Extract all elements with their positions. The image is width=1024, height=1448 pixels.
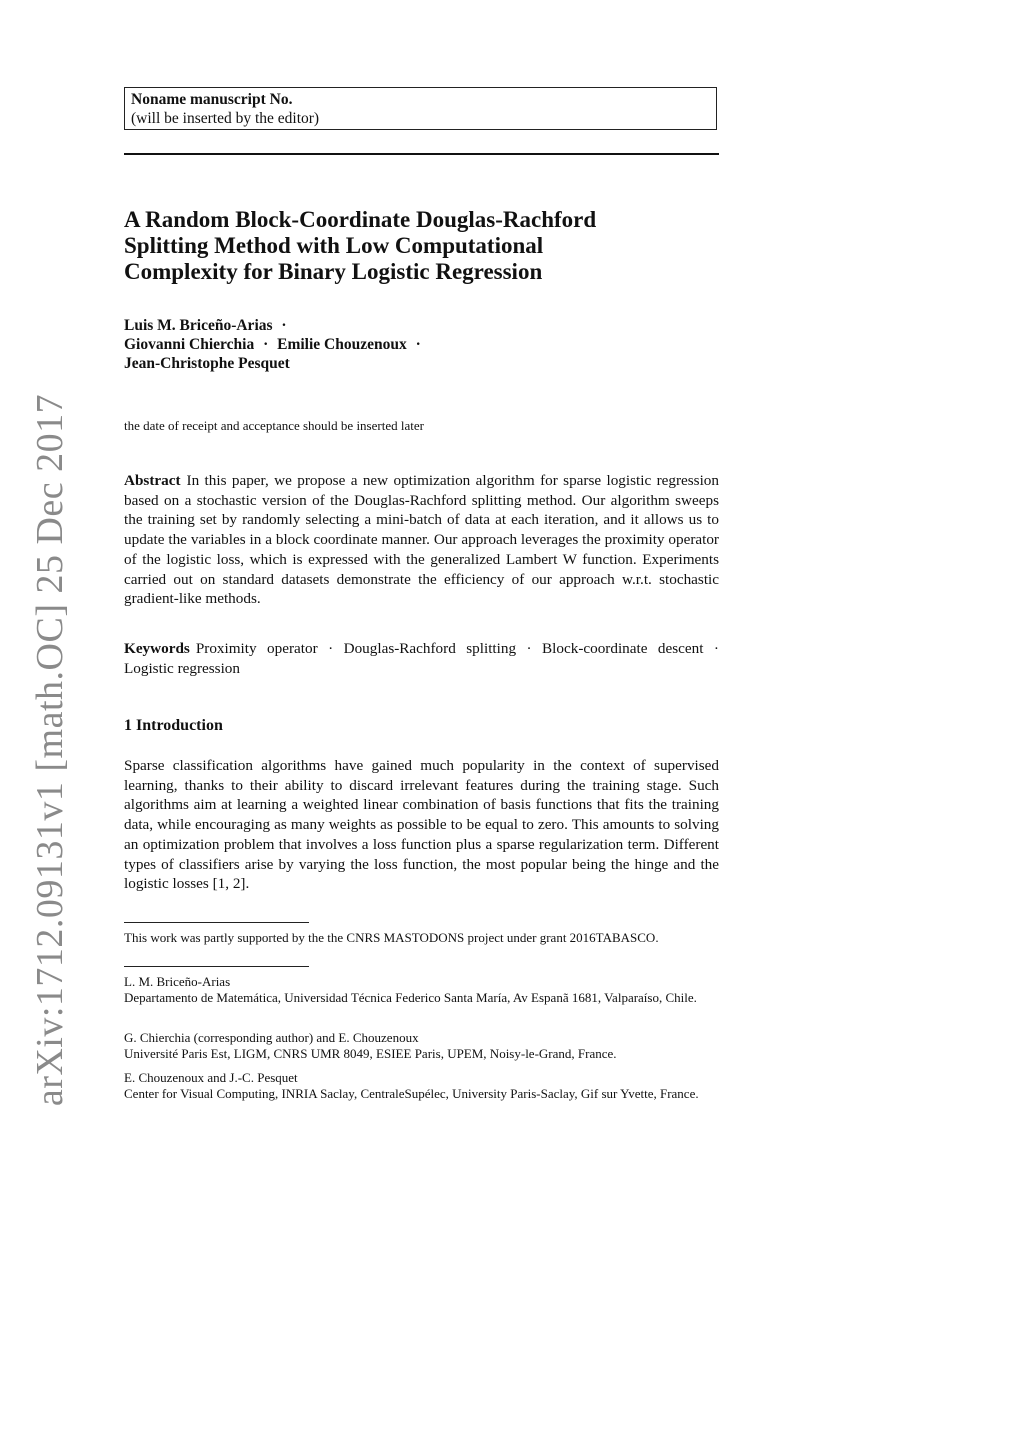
- section-heading-introduction: 1 Introduction: [124, 717, 223, 734]
- affiliation-name: G. Chierchia (corresponding author) and E. Chouzenoux: [124, 1030, 419, 1045]
- affiliation-address: Departamento de Matemática, Universidad Técnica Federico Santa María, Av Espanã 1681, Valparaíso, Chile.: [124, 990, 697, 1005]
- title-line-1: A Random Block-Coordinate Douglas-Rachford: [124, 207, 597, 232]
- author-3: Emilie Chouzenoux: [277, 336, 407, 353]
- introduction-paragraph: Sparse classification algorithms have gained much popularity in the context of supervised learning, thanks to their ability to discard irrelevant features during the training stage. Such algorithms aim at learning a weighted linear combination of basis functions that fits the training data, while encouraging as many weights as possible to be equal to zero. This amounts to solving an optimization problem that involves a loss function plus a sparse regularization term. Different types of classifiers arise by varying the loss function, the most popular being the hinge and the logistic losses [1, 2].: [124, 757, 719, 893]
- abstract-label: Abstract: [124, 472, 181, 489]
- footnote-rule: [124, 922, 309, 923]
- title-line-3: Complexity for Binary Logistic Regression: [124, 259, 543, 284]
- keywords: [124, 639, 719, 678]
- author-4: Jean-Christophe Pesquet: [124, 355, 290, 372]
- title-line-2: Splitting Method with Low Computational: [124, 233, 544, 258]
- header-rule: [124, 153, 719, 155]
- affiliation-address: Université Paris Est, LIGM, CNRS UMR 8049, ESIEE Paris, UPEM, Noisy-le-Grand, France.: [124, 1046, 617, 1061]
- author-separator: ·: [281, 317, 287, 334]
- affiliation-1: [124, 974, 719, 1006]
- keywords-text: Proximity operator · Douglas-Rachford splitting · Block-coordinate descent · Logistic regression: [124, 640, 719, 677]
- affiliation-name: E. Chouzenoux and J.-C. Pesquet: [124, 1070, 298, 1085]
- funding-footnote: This work was partly supported by the the CNRS MASTODONS project under grant 2016TABASCO.: [124, 930, 659, 945]
- affiliation-name: L. M. Briceño-Arias: [124, 974, 231, 989]
- editor-info-box: [124, 87, 717, 130]
- arxiv-identifier-stamp: arXiv:1712.09131v1 [math.OC] 25 Dec 2017: [29, 393, 71, 1107]
- keywords-label: Keywords: [124, 640, 190, 657]
- author-separator: ·: [415, 336, 421, 353]
- editor-note: (will be inserted by the editor): [131, 110, 320, 127]
- affiliation-3: [124, 1070, 719, 1102]
- affiliation-address: Center for Visual Computing, INRIA Saclay, CentraleSupélec, University Paris-Saclay, Gif sur Yvette, France.: [124, 1086, 699, 1101]
- paper-title: [124, 207, 719, 285]
- manuscript-number-label: Noname manuscript No.: [131, 91, 293, 108]
- affiliation-rule: [124, 966, 309, 967]
- abstract-text: In this paper, we propose a new optimization algorithm for sparse logistic regression based on a stochastic version of the Douglas-Rachford splitting method. Our algorithm sweeps the training set by randomly selecting a mini-batch of data at each iteration, and it allows us to update the variables in a block coordinate manner. Our approach leverages the proximity operator of the logistic loss, which is expressed with the generalized Lambert W function. Experiments carried out on standard datasets demonstrate the efficiency of our approach w.r.t. stochastic gradient-like methods.: [124, 472, 719, 608]
- abstract: [124, 471, 719, 609]
- author-separator: ·: [263, 336, 269, 353]
- author-2: Giovanni Chierchia: [124, 336, 255, 353]
- author-list: [124, 316, 719, 373]
- receipt-note: the date of receipt and acceptance should be inserted later: [124, 418, 424, 433]
- affiliation-2: [124, 1030, 719, 1062]
- author-1: Luis M. Briceño-Arias: [124, 317, 273, 334]
